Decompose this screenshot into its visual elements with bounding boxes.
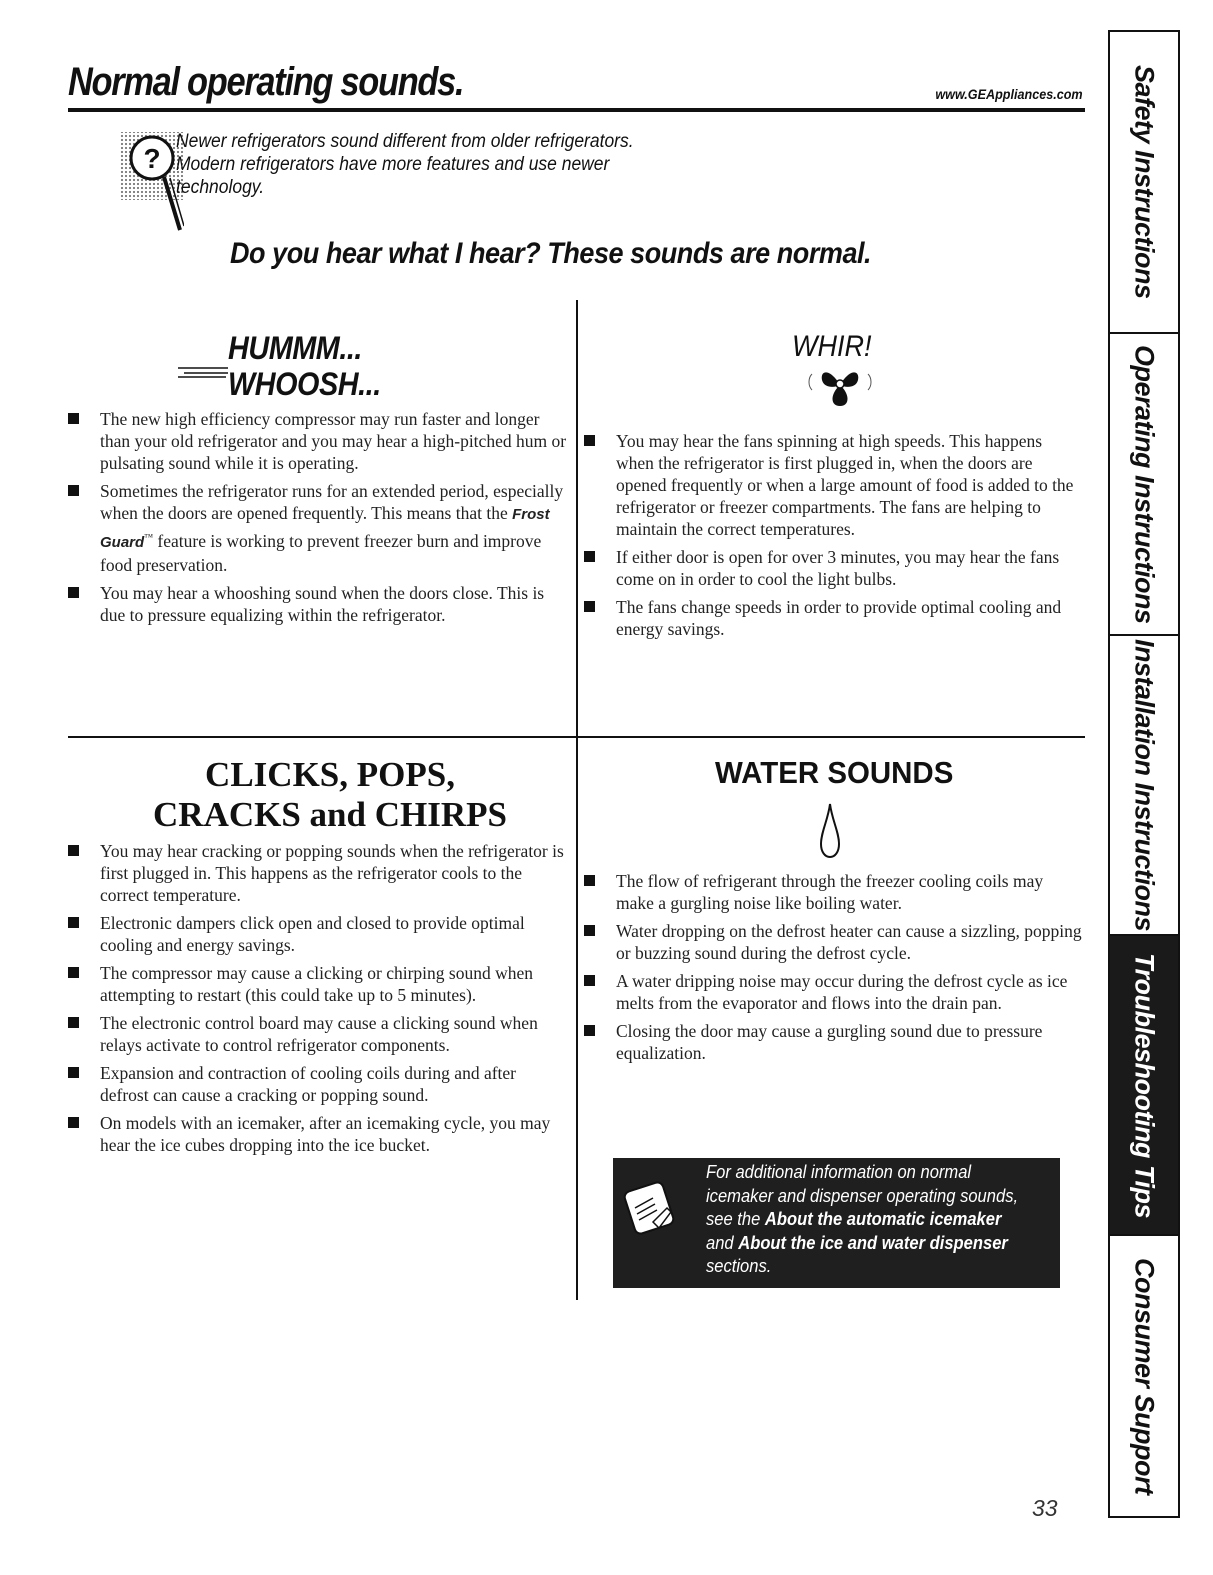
- row-divider: [68, 736, 1085, 738]
- tab-label: Safety Instructions: [1129, 65, 1160, 299]
- bullet-icon: [68, 587, 79, 598]
- tab-label: Installation Instructions: [1129, 638, 1160, 932]
- bullet-icon: [68, 1067, 79, 1078]
- page-title: Normal operating sounds.: [68, 60, 464, 104]
- tab-operating-instructions[interactable]: [1110, 334, 1178, 636]
- water-heading: WATER SOUNDS: [715, 755, 954, 790]
- clicks-list: [68, 840, 568, 1162]
- list-item-text: Water dropping on the defrost heater can cause a sizzling, popping or buzzing sound during the defrost cycle.: [616, 921, 1082, 963]
- info-text-3: sections.: [706, 1256, 772, 1276]
- list-item-text: Electronic dampers click open and closed to provide optimal cooling and energy savings.: [100, 913, 525, 955]
- frostguard-label: Frost Guard: [100, 506, 550, 551]
- fan-icon: [800, 360, 880, 410]
- info-box-text: [706, 1161, 1019, 1279]
- list-item: [68, 480, 568, 576]
- list-item: [584, 870, 1084, 914]
- water-list: [584, 870, 1084, 1070]
- frostguard-text-after: feature is working to prevent freezer burn and improve food preservation.: [100, 530, 542, 575]
- column-divider: [576, 300, 578, 1300]
- bullet-icon: [68, 485, 79, 496]
- bullet-icon: [584, 925, 595, 936]
- bullet-icon: [68, 413, 79, 424]
- list-item: [68, 408, 568, 474]
- list-item: [68, 1112, 568, 1156]
- tab-label: Consumer Support: [1129, 1257, 1160, 1495]
- list-item-text: You may hear the fans spinning at high speeds. This happens when the refrigerator is first plugged in, when the doors are opened frequently or when a large amount of food is added to the refrigerator or freezer compartments. The fans are helping to maintain the correct temperatures.: [616, 431, 1074, 539]
- hum-list: [68, 408, 568, 632]
- list-item: [584, 596, 1084, 640]
- svg-text:?: ?: [143, 143, 161, 174]
- subtitle: Do you hear what I hear? These sounds are normal.: [230, 237, 872, 270]
- bullet-icon: [68, 967, 79, 978]
- bullet-icon: [68, 1117, 79, 1128]
- list-item-text: The electronic control board may cause a clicking sound when relays activate to control refrigerator components.: [100, 1013, 538, 1055]
- icemaker-section-link[interactable]: About the automatic icemaker: [764, 1209, 1002, 1229]
- tab-label: Troubleshooting Tips: [1129, 952, 1160, 1218]
- list-item: [68, 1062, 568, 1106]
- bullet-icon: [68, 1017, 79, 1028]
- bullet-icon: [584, 551, 595, 562]
- list-item-text: Expansion and contraction of cooling coils during and after defrost can cause a cracking or popping sound.: [100, 1063, 516, 1105]
- list-item-text: Closing the door may cause a gurgling sound due to pressure equalization.: [616, 1021, 1043, 1063]
- info-text-1: For additional information on normal icemaker and dispenser operating sounds, see the: [706, 1162, 1019, 1229]
- list-item-text: The compressor may cause a clicking or chirping sound when attempting to restart (this could take up to 5 minutes).: [100, 963, 533, 1005]
- bullet-icon: [584, 601, 595, 612]
- water-drop-icon: [818, 800, 842, 860]
- list-item-text: You may hear a whooshing sound when the doors close. This is due to pressure equalizing within the refrigerator.: [100, 582, 545, 625]
- tab-safety-instructions[interactable]: [1110, 32, 1178, 334]
- site-url-link[interactable]: www.GEAppliances.com: [935, 86, 1083, 102]
- bullet-icon: [584, 975, 595, 986]
- list-item-text: You may hear cracking or popping sounds when the refrigerator is first plugged in. This happens as the refrigerator cools to the correct temperature.: [100, 841, 564, 905]
- list-item-text: A water dripping noise may occur during the defrost cycle as ice melts from the evaporator and flows into the drain pan.: [616, 971, 1068, 1013]
- bullet-icon: [68, 845, 79, 856]
- info-text-2: and: [706, 1232, 739, 1253]
- intro-text: Newer refrigerators sound different from older refrigerators. Modern refrigerators have more features and use newer technology.: [176, 131, 634, 198]
- bullet-icon: [584, 875, 595, 886]
- side-tab-navigation: [1108, 30, 1180, 1518]
- list-item-text: On models with an icemaker, after an icemaking cycle, you may hear the ice cubes dropping into the ice bucket.: [100, 1113, 551, 1155]
- list-item: [68, 582, 568, 626]
- list-item: [584, 970, 1084, 1014]
- clicks-heading: [100, 755, 560, 835]
- list-item: [68, 912, 568, 956]
- whir-heading: WHIR!: [792, 330, 872, 363]
- clicks-heading-line2: CRACKS and CHIRPS: [153, 795, 507, 834]
- list-item: [68, 1012, 568, 1056]
- dispenser-section-link[interactable]: About the ice and water dispenser: [738, 1232, 1008, 1253]
- hum-heading-line1: HUMMM...: [228, 330, 362, 366]
- frostguard-text-before: Sometimes the refrigerator runs for an extended period, especially when the doors are opened frequently. This means that the: [100, 481, 564, 523]
- list-item: [68, 840, 568, 906]
- question-magnifier-icon: [120, 130, 184, 244]
- list-item-text: The flow of refrigerant through the freezer cooling coils may make a gurgling noise like boiling water.: [616, 871, 1044, 913]
- list-item: [584, 1020, 1084, 1064]
- list-item: [68, 962, 568, 1006]
- list-item: [584, 430, 1084, 540]
- hum-heading-line2: WHOOSH...: [228, 366, 381, 402]
- tab-installation-instructions[interactable]: [1110, 636, 1178, 936]
- tab-troubleshooting-tips[interactable]: [1110, 936, 1178, 1236]
- header-rule: [68, 108, 1085, 112]
- whir-list: [584, 430, 1084, 646]
- tab-consumer-support[interactable]: [1110, 1236, 1178, 1516]
- bullet-icon: [584, 1025, 595, 1036]
- list-item: [584, 546, 1084, 590]
- whoosh-lines-icon: [178, 365, 228, 379]
- hum-heading: [228, 330, 381, 402]
- tab-label: Operating Instructions: [1129, 344, 1160, 624]
- list-item-text: The new high efficiency compressor may run faster and longer than your old refrigerator and you may hear a high-pitched hum or pulsating sound while it is operating.: [100, 409, 567, 473]
- list-item: [584, 920, 1084, 964]
- book-pointer-icon: [623, 1178, 679, 1238]
- trademark-mark: ™: [144, 532, 154, 542]
- bullet-icon: [68, 917, 79, 928]
- bullet-icon: [584, 435, 595, 446]
- list-item-text: If either door is open for over 3 minutes, you may hear the fans come on in order to cool the light bulbs.: [616, 547, 1060, 589]
- info-box: [613, 1158, 1060, 1288]
- page-number: 33: [1032, 1495, 1058, 1521]
- list-item-text: The fans change speeds in order to provide optimal cooling and energy savings.: [616, 597, 1062, 639]
- clicks-heading-line1: CLICKS, POPS,: [205, 755, 455, 794]
